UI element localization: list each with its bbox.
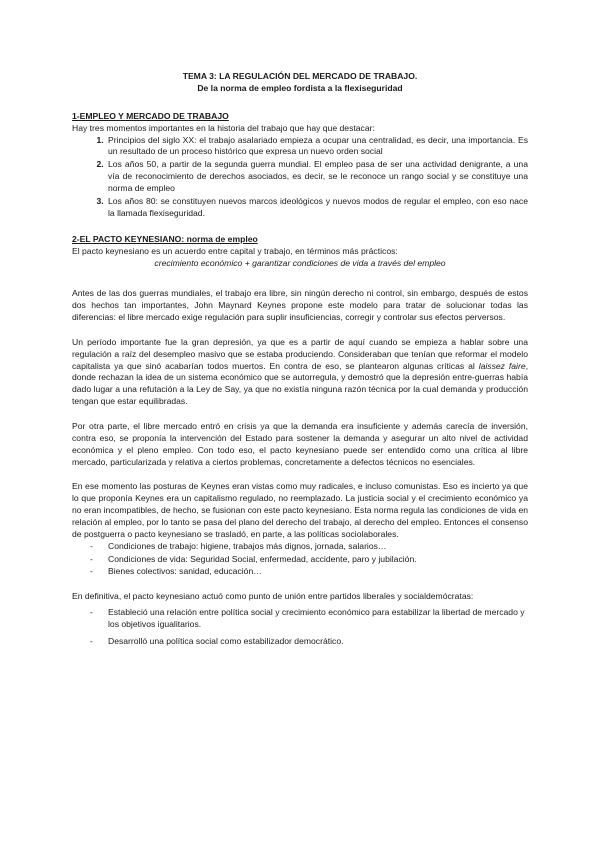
conclusion-list (72, 607, 528, 648)
paragraph-text: Un período importante fue la gran depresión, ya que es a partir de aquí cuando se empieza a hablar sobre una regulación a raíz del desempleo masivo que se estaba produciendo. Consideraban que tenían que reformar el modelo capitalista ya que sinó acabarían todos muertos. En contra de eso, se plantearon algunas críticas al (72, 336, 528, 371)
section-1-heading: 1-EMPLEO Y MERCADO DE TRABAJO (72, 110, 229, 121)
paragraph: En ese momento las posturas de Keynes eran vistas como muy radicales, e incluso comunistas. Eso es incierto ya que lo que proponía Keynes era un capitalismo regulado, no reemplazado. La justicia social y el crecimiento económico ya no eran incompatibles, de hecho, se fusionan con este pacto keynesiano. Esta norma regula las condiciones de vida en relación al empleo, por lo tanto se pasa del plano del derecho del trabajo, al derecho del empleo. Entonces el consenso de postguerra o pacto keynesiano se trasladó, en parte, a las políticas sociolaborales. (72, 481, 528, 539)
paragraph: Por otra parte, el libre mercado entró en crisis ya que la demanda era insuficiente y además carecía de inversión, contra eso, se proponía la intervención del Estado para sostener la demanda y asegurar un alto nivel de actividad económica y el pleno empleo. Con todo eso, el pacto keynesiano puede ser entendido como una crítica al libre mercado, particularizada y relativa a ciertos problemas, concretamente a defectos técnicos no esenciales. (72, 420, 528, 467)
section-2 (72, 234, 528, 648)
policies-list (72, 541, 528, 579)
section-1-intro: Hay tres momentos importantes en la historia del trabajo que hay que destacar: (72, 122, 375, 133)
list-item: - Desarrolló una política social como estabilizador democrático. (90, 636, 528, 648)
list-item: 3. Los años 80: se constituyen nuevos marcos ideológicos y nuevos modos de regular el empleo, con eso nace la llamada flexiseguridad. (106, 196, 528, 220)
section-1-list (72, 135, 528, 220)
section-2-heading: 2-EL PACTO KEYNESIANO: norma de empleo (72, 233, 258, 244)
list-item: 1. Principios del siglo XX: el trabajo asalariado empieza a ocupar una centralidad, es decir, una importancia. Es un resultado de un proceso histórico que expresa un nuevo orden social (106, 135, 528, 159)
document-title: TEMA 3: LA REGULACIÓN DEL MERCADO DE TRABAJO. (182, 71, 418, 81)
paragraph (72, 337, 528, 408)
paragraph: En definitiva, el pacto keynesiano actuó como punto de unión entre partidos liberales y socialdemócratas: (72, 591, 474, 602)
document-subtitle: De la norma de empleo fordista a la flexiseguridad (197, 83, 403, 94)
keynesian-formula: crecimiento económico + garantizar condiciones de vida a través del empleo (154, 258, 446, 269)
list-item: - Condiciones de vida: Seguridad Social, enfermedad, accidente, paro y jubilación. (90, 554, 528, 566)
paragraph-text: , donde rechazan la idea de un sistema económico que se autorregula, y demostró que la depresión entre-guerras había dado lugar a una refutación a la Ley de Say, ya que no existía ninguna razón técnica por la cual demanda y producción tengan que estar equilibradas. (72, 360, 529, 407)
section-1 (72, 111, 528, 220)
italic-term: laissez faire (478, 360, 526, 371)
list-item: - Condiciones de trabajo: higiene, trabajos más dignos, jornada, salarios… (90, 541, 528, 553)
paragraph: Antes de las dos guerras mundiales, el trabajo era libre, sin ningún derecho ni control, sin embargo, después de estos dos hechos tan importantes, John Maynard Keynes propone este modelo para tratar de solucionar todas las diferencias: el libre mercado exige regulación para suplir insuficiencias, corregir y controlar sus efectos perversos. (72, 288, 528, 322)
document-page (72, 70, 528, 653)
list-item: - Estableció una relación entre política social y crecimiento económico para estabilizar la libertad de mercado y los objetivos igualitarios. (90, 607, 528, 631)
list-item: 2. Los años 50, a partir de la segunda guerra mundial. El empleo pasa de ser una actividad denigrante, a una vía de reconocimiento de derechos asociados, es decir, se le reconoce un rango social y se constituye una norma de empleo (106, 159, 528, 195)
section-2-intro: El pacto keynesiano es un acuerdo entre capital y trabajo, en términos más prácticos: (72, 245, 398, 256)
list-item: - Bienes colectivos: sanidad, educación… (90, 566, 528, 578)
